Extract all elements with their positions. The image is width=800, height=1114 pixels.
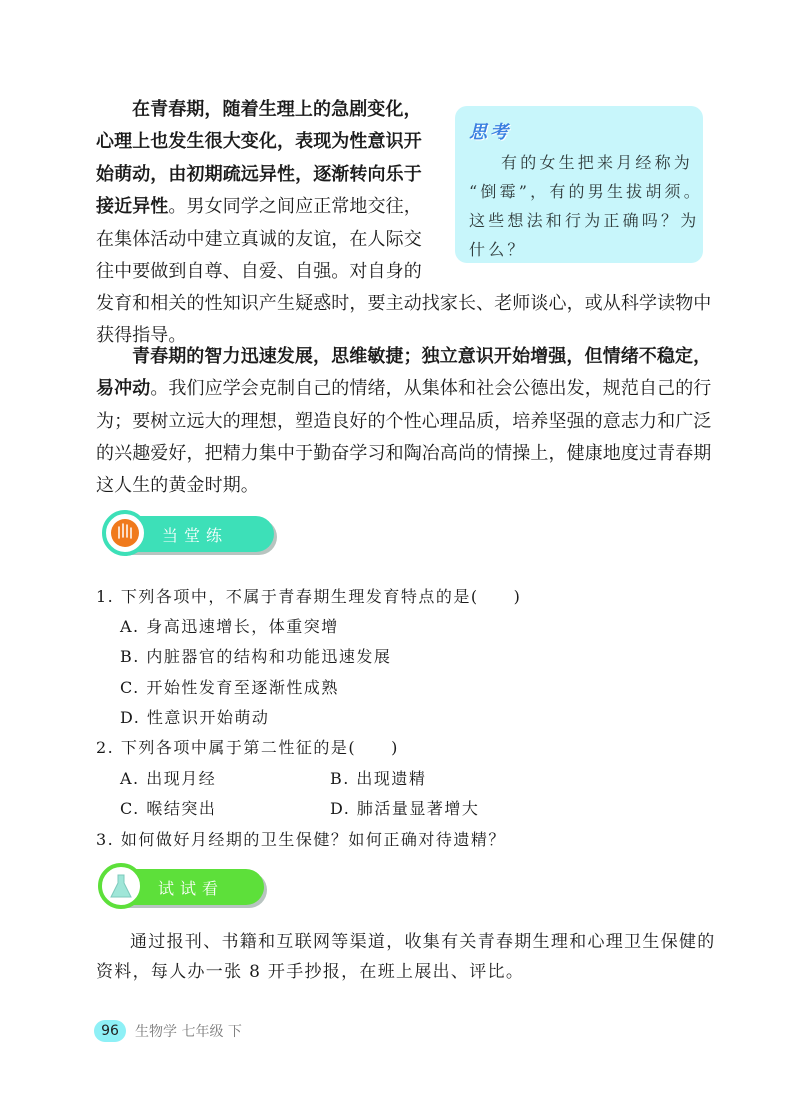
question-1: 1. 下列各项中，不属于青春期生理发育特点的是( ) — [96, 587, 522, 606]
text-line: 发育和相关的性知识产生疑惑时，要主动找家长、老师谈心，或从科学读物中 — [96, 293, 712, 314]
practice-banner-label: 当堂练 — [162, 526, 229, 545]
think-box — [455, 106, 703, 263]
think-line: 什么？ — [469, 240, 527, 259]
bold-text: 易冲动 — [96, 378, 151, 399]
practice-banner — [108, 516, 274, 552]
text-line: 青春期的智力迅速发展，思维敏捷；独立意识开始增强，但情绪不稳定， — [132, 346, 712, 367]
think-line: “倒霉”，有的男生拔胡须。 — [469, 182, 703, 201]
text-line: 的兴趣爱好，把精力集中于勤奋学习和陶冶高尚的情操上，健康地度过青春期 — [96, 443, 712, 464]
flask-icon — [98, 863, 144, 909]
text-line: 这人生的黄金时期。 — [96, 475, 259, 496]
option: A. 出现月经 — [120, 769, 217, 788]
hand-icon — [102, 510, 148, 556]
text-line — [96, 195, 422, 219]
text: 。我们应学会克制自己的情绪，从集体和社会公德出发，规范自己的行 — [150, 378, 712, 399]
try-it-text: 通过报刊、书籍和互联网等渠道，收集有关青春期生理和心理卫生保健的 — [130, 932, 716, 952]
try-it-text: 资料，每人办一张 8 开手抄报，在班上展出、评比。 — [96, 962, 525, 982]
text-line: 在集体活动中建立真诚的友谊，在人际交 — [96, 229, 422, 250]
option: C. 开始性发育至逐渐性成熟 — [120, 678, 339, 697]
option: B. 出现遗精 — [330, 769, 427, 788]
try-it-banner — [104, 869, 264, 905]
try-it-banner-label: 试试看 — [158, 879, 225, 898]
option: A. 身高迅速增长，体重突增 — [120, 617, 339, 636]
question-3: 3. 如何做好月经期的卫生保健？如何正确对待遗精？ — [96, 830, 506, 849]
text-line: 获得指导。 — [96, 325, 187, 346]
think-box-title: 思考 — [469, 122, 511, 143]
question-2: 2. 下列各项中属于第二性征的是( ) — [96, 738, 399, 757]
bold-text: 接近异性 — [96, 196, 169, 217]
text-line: 心理上也发生很大变化，表现为性意识开 — [96, 131, 422, 152]
option: D. 肺活量显著增大 — [330, 799, 480, 818]
think-line: 这些想法和行为正确吗？为 — [469, 211, 700, 230]
text: 。男女同学之间应正常地交往， — [168, 196, 422, 217]
page-number: 96 — [94, 1020, 126, 1042]
text-line: 在青春期，随着生理上的急剧变化， — [132, 99, 422, 120]
option: B. 内脏器官的结构和功能迅速发展 — [120, 647, 392, 666]
text-line — [96, 377, 711, 401]
text-line: 往中要做到自尊、自爱、自强。对自身的 — [96, 261, 422, 282]
option: D. 性意识开始萌动 — [120, 708, 270, 727]
book-title: 生物学 七年级 下 — [135, 1024, 242, 1040]
think-line: 有的女生把来月经称为 — [501, 153, 694, 172]
text-line: 始萌动，由初期疏远异性，逐渐转向乐于 — [96, 164, 422, 185]
text-line: 为；要树立远大的理想，塑造良好的个性心理品质，培养坚强的意志力和广泛 — [96, 411, 712, 432]
option: C. 喉结突出 — [120, 799, 217, 818]
